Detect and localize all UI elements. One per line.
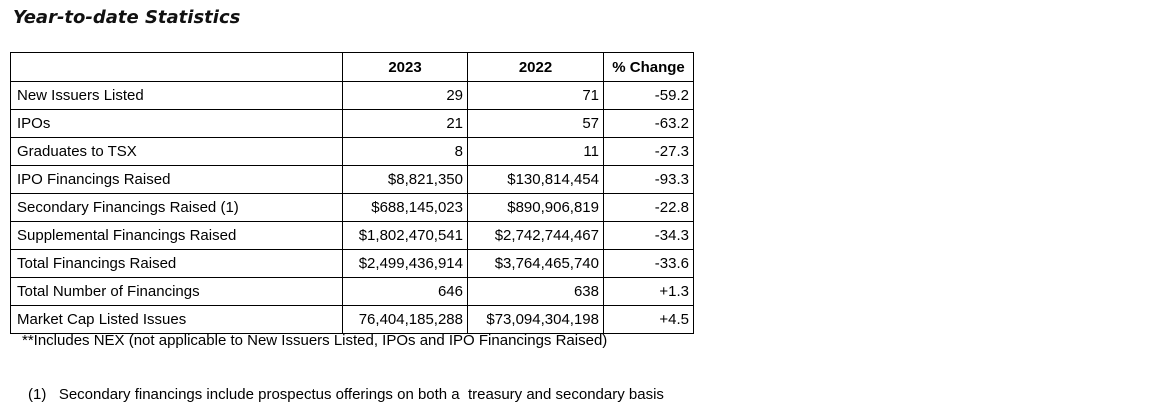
pct-change: -34.3 <box>604 222 694 250</box>
header-blank <box>11 53 343 82</box>
value-2022: $2,742,744,467 <box>468 222 604 250</box>
pct-change: -59.2 <box>604 82 694 110</box>
value-2022: 638 <box>468 278 604 306</box>
value-2022: $73,094,304,198 <box>468 306 604 334</box>
row-label: IPOs <box>11 110 343 138</box>
row-label: Graduates to TSX <box>11 138 343 166</box>
footnote-secondary-financings: (1) Secondary financings include prospectus offerings on both a treasury and secondary basis <box>28 386 664 403</box>
value-2023: 646 <box>343 278 468 306</box>
header-2023: 2023 <box>343 53 468 82</box>
pct-change: -22.8 <box>604 194 694 222</box>
value-2022: 57 <box>468 110 604 138</box>
table-row <box>11 166 694 194</box>
table-row <box>11 250 694 278</box>
value-2023: 21 <box>343 110 468 138</box>
pct-change: -33.6 <box>604 250 694 278</box>
value-2023: $1,802,470,541 <box>343 222 468 250</box>
value-2022: $3,764,465,740 <box>468 250 604 278</box>
value-2023: 8 <box>343 138 468 166</box>
pct-change: +1.3 <box>604 278 694 306</box>
value-2023: $8,821,350 <box>343 166 468 194</box>
row-label: Secondary Financings Raised (1) <box>11 194 343 222</box>
value-2023: $2,499,436,914 <box>343 250 468 278</box>
row-label: New Issuers Listed <box>11 82 343 110</box>
row-label: Supplemental Financings Raised <box>11 222 343 250</box>
row-label: Market Cap Listed Issues <box>11 306 343 334</box>
pct-change: -63.2 <box>604 110 694 138</box>
table-row <box>11 306 694 334</box>
value-2022: $890,906,819 <box>468 194 604 222</box>
value-2023: 29 <box>343 82 468 110</box>
table-header-row <box>11 53 694 82</box>
footnote-includes-nex: **Includes NEX (not applicable to New Issuers Listed, IPOs and IPO Financings Raised) <box>22 332 608 349</box>
page-title: Year-to-date Statistics <box>13 7 241 28</box>
table-row <box>11 278 694 306</box>
table-row <box>11 222 694 250</box>
value-2022: 71 <box>468 82 604 110</box>
row-label: Total Number of Financings <box>11 278 343 306</box>
row-label: Total Financings Raised <box>11 250 343 278</box>
pct-change: -93.3 <box>604 166 694 194</box>
table-row <box>11 194 694 222</box>
value-2023: 76,404,185,288 <box>343 306 468 334</box>
pct-change: -27.3 <box>604 138 694 166</box>
row-label: IPO Financings Raised <box>11 166 343 194</box>
header-2022: 2022 <box>468 53 604 82</box>
value-2022: 11 <box>468 138 604 166</box>
table-row <box>11 138 694 166</box>
table-row <box>11 110 694 138</box>
value-2023: $688,145,023 <box>343 194 468 222</box>
table-row <box>11 82 694 110</box>
pct-change: +4.5 <box>604 306 694 334</box>
ytd-statistics-table <box>10 52 694 334</box>
header-pct-change: % Change <box>604 53 694 82</box>
value-2022: $130,814,454 <box>468 166 604 194</box>
